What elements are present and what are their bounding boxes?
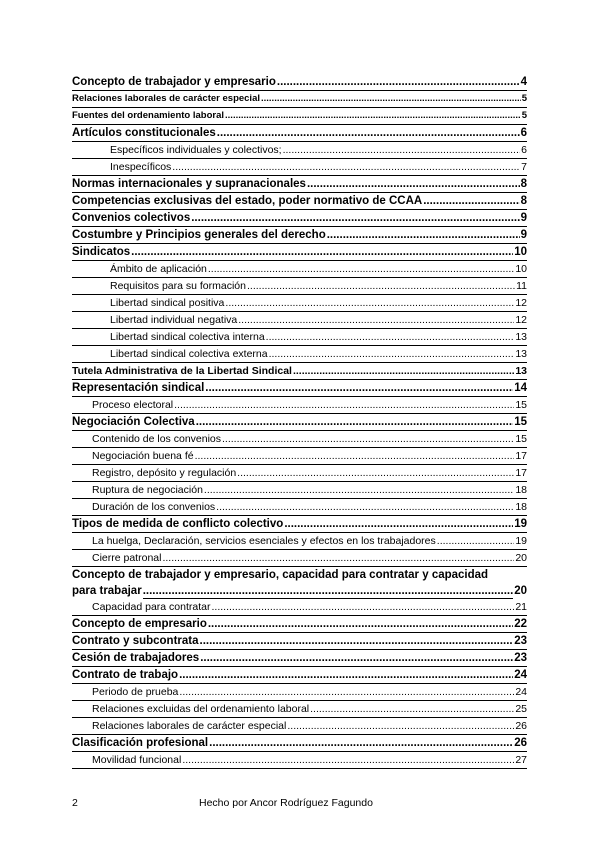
toc-entry-title: Registro, depósito y regulación [92, 467, 237, 479]
toc-entry-title: Contrato de trabajo [72, 669, 179, 681]
toc-entry[interactable] [72, 397, 527, 414]
toc-entry[interactable] [72, 465, 527, 482]
toc-entry-title: Ámbito de aplicación [110, 263, 207, 275]
toc-leader-dots [284, 516, 513, 532]
toc-entry[interactable] [72, 633, 527, 650]
toc-entry[interactable] [72, 684, 527, 701]
toc-entry-title: Libertad individual negativa [110, 314, 238, 326]
toc-entry-title: Libertad sindical positiva [110, 297, 225, 309]
toc-entry-title: Duración de los convenios [92, 501, 216, 513]
toc-entry-title: Concepto de trabajador y empresario [72, 76, 276, 88]
toc-entry[interactable] [72, 193, 527, 210]
toc-entry-page: 24 [514, 669, 527, 681]
footer-author: Hecho por Ancor Rodríguez Fagundo [199, 797, 373, 809]
toc-entry-title: Movilidad funcional [92, 754, 182, 766]
toc-leader-dots [225, 295, 514, 311]
toc-entry-page: 6 [520, 127, 527, 139]
toc-leader-dots [204, 482, 514, 498]
toc-entry[interactable] [72, 667, 527, 684]
toc-entry-title: Sindicatos [72, 246, 131, 258]
toc-entry-page: 15 [515, 433, 527, 445]
toc-entry[interactable] [72, 735, 527, 752]
toc-entry-title: La huelga, Declaración, servicios esenciales y efectos en los trabajadores [92, 535, 436, 547]
toc-leader-dots [217, 125, 520, 141]
toc-entry-title: Concepto de empresario [72, 618, 207, 630]
toc-entry[interactable] [72, 550, 527, 567]
toc-entry-page: 12 [515, 314, 527, 326]
toc-leader-dots [261, 91, 521, 107]
toc-entry-title: para trabajar [72, 585, 142, 597]
toc-leader-dots [277, 74, 520, 90]
toc-entry-page: 18 [515, 484, 527, 496]
toc-leader-dots [143, 583, 514, 599]
toc-entry-page: 5 [521, 108, 527, 124]
toc-leader-dots [208, 616, 513, 632]
toc-entry-title: Artículos constitucionales [72, 127, 216, 139]
toc-entry-title: Tutela Administrativa de la Libertad Sindical [72, 365, 292, 377]
toc-entry-page: 18 [515, 501, 527, 513]
toc-entry-title: Contrato y subcontrata [72, 635, 199, 647]
toc-entry-page: 21 [515, 601, 527, 613]
toc-leader-dots [172, 159, 520, 175]
toc-entry[interactable] [72, 329, 527, 346]
toc-entry[interactable] [72, 718, 527, 735]
toc-entry-page: 20 [514, 585, 527, 597]
toc-entry-page: 26 [514, 737, 527, 749]
toc-entry-title: Costumbre y Principios generales del derecho [72, 229, 326, 241]
toc-entry-title: Tipos de medida de conflicto colectivo [72, 518, 284, 530]
toc-entry-page: 11 [516, 280, 527, 292]
toc-entry[interactable] [72, 108, 527, 125]
toc-entry-page: 17 [515, 450, 527, 462]
toc-entry-title: Inespecíficos [110, 161, 172, 173]
toc-entry-page: 15 [514, 416, 527, 428]
toc-leader-dots [212, 599, 515, 615]
toc-entry[interactable] [72, 431, 527, 448]
toc-entry[interactable] [72, 701, 527, 718]
toc-entry[interactable] [72, 142, 527, 159]
toc-entry[interactable] [72, 752, 527, 769]
toc-entry-title: Capacidad para contratar [92, 601, 211, 613]
toc-entry-page: 22 [514, 618, 527, 630]
toc-entry-page: 12 [515, 297, 527, 309]
toc-entry-page: 24 [515, 686, 527, 698]
toc-entry-page: 19 [514, 518, 527, 530]
toc-leader-dots [191, 210, 519, 226]
toc-entry[interactable] [72, 278, 527, 295]
toc-entry-title: Negociación Colectiva [72, 416, 195, 428]
toc-entry-page: 15 [515, 399, 527, 411]
toc-entry[interactable] [72, 312, 527, 329]
toc-entry-title: Negociación buena fé [92, 450, 194, 462]
toc-leader-dots [423, 193, 519, 209]
toc-entry-title: Relaciones laborales de carácter especial [92, 720, 287, 732]
toc-leader-dots [222, 431, 514, 447]
toc-leader-dots [266, 329, 515, 345]
toc-leader-dots [287, 718, 514, 734]
toc-leader-dots [174, 397, 514, 413]
toc-entry-title: Libertad sindical colectiva interna [110, 331, 265, 343]
toc-entry[interactable] [72, 599, 527, 616]
toc-leader-dots [182, 752, 514, 768]
toc-entry-page: 19 [515, 535, 527, 547]
toc-entry-title: Representación sindical [72, 382, 205, 394]
toc-entry-page: 23 [514, 635, 527, 647]
toc-entry-page: 23 [514, 652, 527, 664]
toc-entry[interactable] [72, 516, 527, 533]
toc-leader-dots [310, 701, 514, 717]
toc-entry-title: Requisitos para su formación [110, 280, 246, 292]
toc-entry[interactable] [72, 295, 527, 312]
toc-entry-page: 9 [520, 212, 527, 224]
toc-leader-dots [238, 312, 514, 328]
toc-leader-dots [225, 108, 521, 124]
toc-entry[interactable] [72, 91, 527, 108]
toc-entry[interactable] [72, 650, 527, 667]
toc-entry-title: Cierre patronal [92, 552, 162, 564]
toc-entry[interactable] [72, 380, 527, 397]
toc-entry-page: 13 [515, 348, 527, 360]
toc-leader-dots [205, 380, 513, 396]
table-of-contents [72, 74, 527, 769]
toc-entry[interactable] [72, 346, 527, 363]
toc-entry[interactable] [72, 244, 527, 261]
toc-entry-title: Competencias exclusivas del estado, poder normativo de CCAA [72, 195, 423, 207]
toc-leader-dots [162, 550, 514, 566]
toc-leader-dots [208, 261, 514, 277]
toc-entry-page: 25 [515, 703, 527, 715]
toc-entry[interactable] [72, 125, 527, 142]
toc-entry-page: 26 [515, 720, 527, 732]
toc-entry-page: 17 [515, 467, 527, 479]
toc-entry-title: Normas internacionales y supranacionales [72, 178, 306, 190]
toc-entry-title-line1: Concepto de trabajador y empresario, capacidad para contratar y capacidad [72, 569, 489, 581]
toc-leader-dots [200, 650, 513, 666]
toc-leader-dots [195, 448, 515, 464]
toc-entry-page: 4 [520, 76, 527, 88]
toc-entry[interactable] [72, 176, 527, 193]
toc-leader-dots [307, 176, 520, 192]
toc-entry[interactable] [72, 533, 527, 550]
toc-entry-page: 8 [520, 178, 527, 190]
toc-entry-page: 10 [514, 246, 527, 258]
toc-entry[interactable] [72, 210, 527, 227]
toc-entry-page: 5 [521, 91, 527, 107]
toc-entry-title: Convenios colectivos [72, 212, 191, 224]
toc-entry-title: Específicos individuales y colectivos; [110, 144, 282, 156]
page-number: 2 [72, 797, 78, 809]
toc-entry-title: Contenido de los convenios [92, 433, 222, 445]
toc-leader-dots [293, 363, 514, 379]
toc-leader-dots [437, 533, 515, 549]
toc-entry-title: Relaciones laborales de carácter especial [72, 91, 261, 107]
toc-entry-title: Proceso electoral [92, 399, 174, 411]
toc-entry-title: Periodo de prueba [92, 686, 179, 698]
toc-leader-dots [209, 735, 513, 751]
toc-entry-page: 27 [515, 754, 527, 766]
toc-entry-title: Fuentes del ordenamiento laboral [72, 108, 225, 124]
toc-leader-dots [196, 414, 513, 430]
toc-entry-page: 7 [521, 161, 527, 173]
toc-leader-dots [200, 633, 514, 649]
toc-entry[interactable] [72, 74, 527, 91]
toc-entry[interactable] [72, 363, 527, 380]
toc-entry-page: 6 [521, 144, 527, 156]
toc-leader-dots [179, 684, 514, 700]
toc-entry-title: Ruptura de negociación [92, 484, 203, 496]
toc-entry-title: Relaciones excluidas del ordenamiento laboral [92, 703, 310, 715]
toc-leader-dots [269, 346, 515, 362]
toc-entry[interactable] [72, 159, 527, 176]
toc-entry[interactable] [72, 448, 527, 465]
toc-leader-dots [216, 499, 514, 515]
toc-entry[interactable] [72, 261, 527, 278]
toc-entry-page: 9 [520, 229, 527, 241]
toc-entry-title: Clasificación profesional [72, 737, 209, 749]
toc-entry-page: 13 [515, 331, 527, 343]
toc-entry-page: 14 [514, 382, 527, 394]
toc-leader-dots [131, 244, 513, 260]
toc-leader-dots [237, 465, 514, 481]
toc-entry-page: 8 [520, 195, 527, 207]
toc-entry-page: 13 [515, 365, 527, 377]
toc-entry-page: 20 [515, 552, 527, 564]
toc-leader-dots [179, 667, 513, 683]
toc-entry[interactable] [72, 482, 527, 499]
toc-entry[interactable] [72, 616, 527, 633]
toc-entry[interactable] [72, 499, 527, 516]
toc-entry-title: Libertad sindical colectiva externa [110, 348, 268, 360]
toc-leader-dots [283, 142, 521, 158]
toc-leader-dots [247, 278, 515, 294]
toc-entry[interactable] [72, 567, 527, 599]
toc-entry[interactable] [72, 414, 527, 431]
toc-entry-title: Cesión de trabajadores [72, 652, 200, 664]
toc-leader-dots [327, 227, 520, 243]
toc-entry[interactable] [72, 227, 527, 244]
toc-entry-page: 10 [515, 263, 527, 275]
